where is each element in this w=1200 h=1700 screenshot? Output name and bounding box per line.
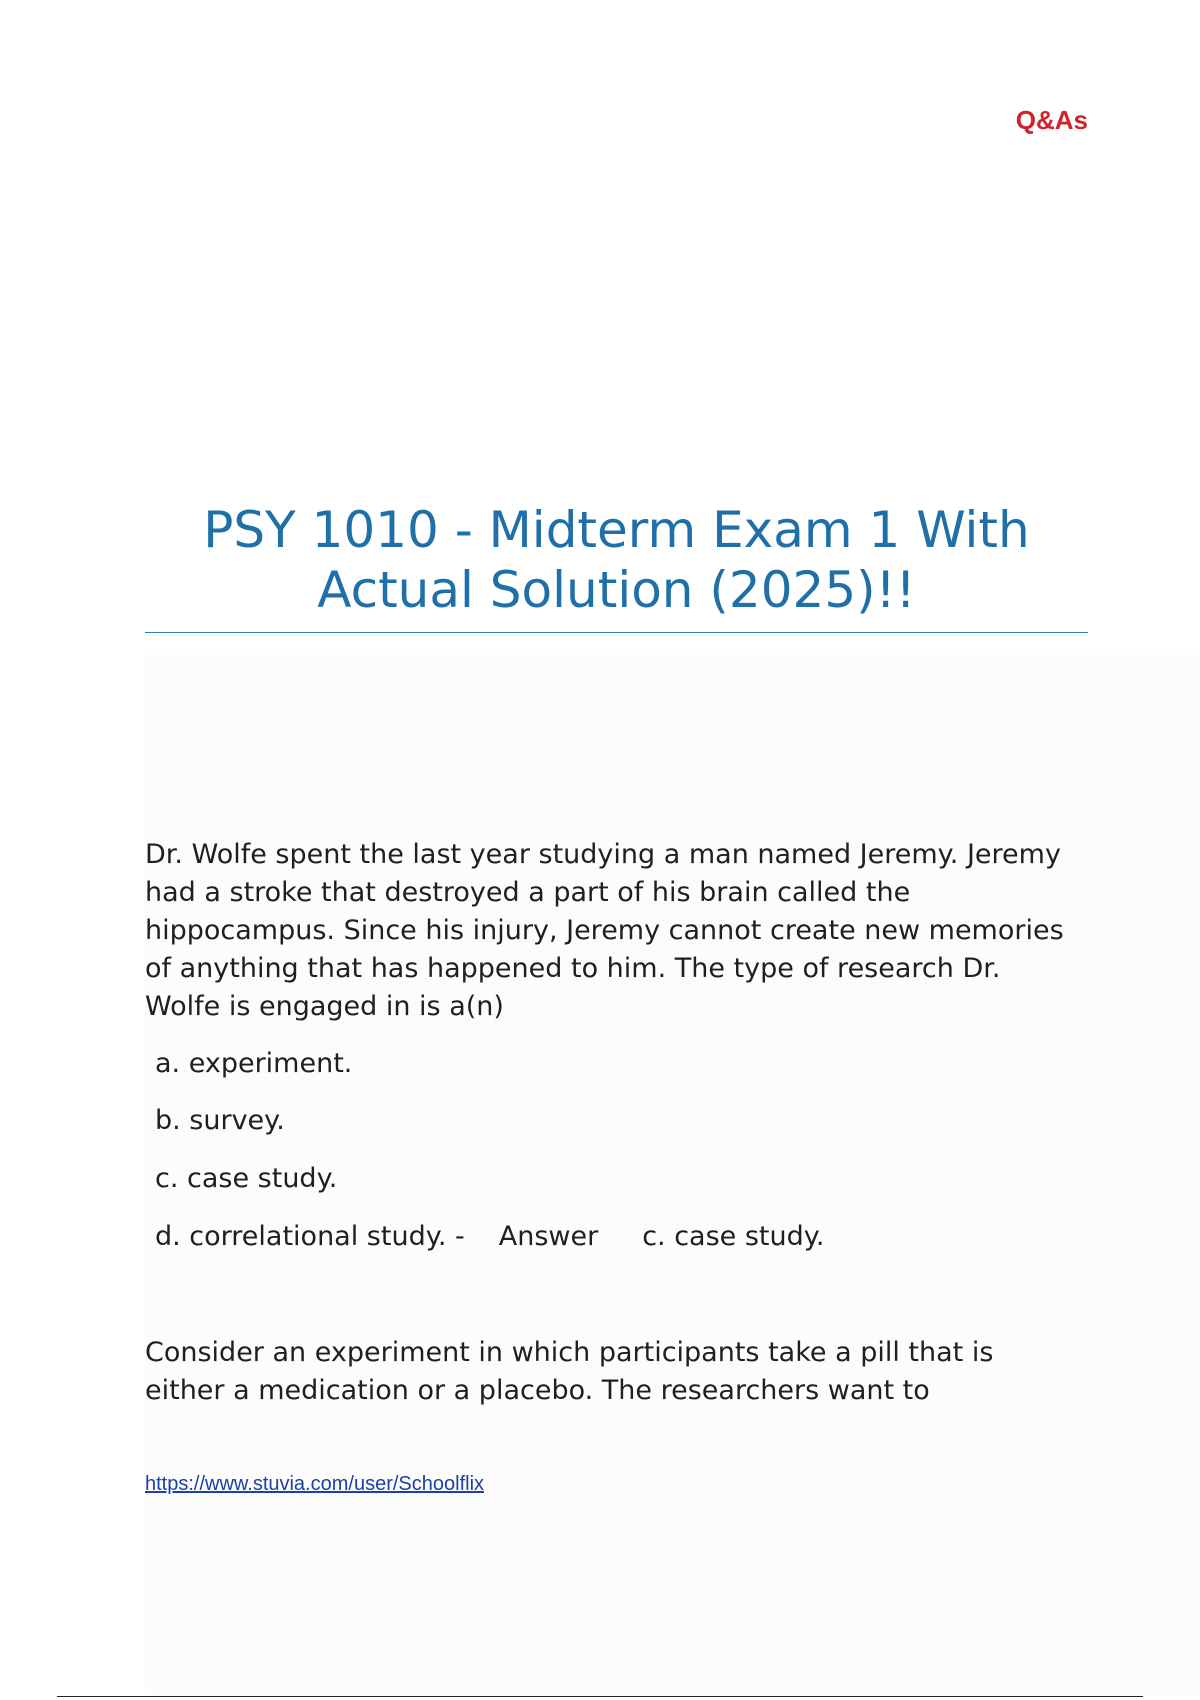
option-b-label: b. survey. bbox=[155, 1105, 285, 1136]
question-1-option-c bbox=[155, 1160, 337, 1198]
page-bottom-rule bbox=[57, 1696, 1143, 1697]
question-1-option-b bbox=[155, 1102, 285, 1140]
question-1-option-d bbox=[155, 1218, 824, 1256]
option-d-label: d. correlational study. - bbox=[155, 1221, 465, 1252]
option-c-label: c. case study. bbox=[155, 1163, 338, 1194]
title-divider bbox=[145, 632, 1088, 633]
option-a-label: a. experiment. bbox=[155, 1048, 353, 1079]
stuvia-profile-link[interactable]: https://www.stuvia.com/user/Schoolflix bbox=[145, 1473, 485, 1495]
question-2-text: Consider an experiment in which participants take a pill that is either a medication or a placebo. The researchers want to bbox=[145, 1337, 994, 1406]
question-1-option-a bbox=[155, 1045, 352, 1083]
document-title: PSY 1010 - Midterm Exam 1 With Actual Solution (2025)!! bbox=[203, 501, 1030, 619]
answer-value: c. case study. bbox=[642, 1221, 825, 1252]
question-1-text: Dr. Wolfe spent the last year studying a man named Jeremy. Jeremy had a stroke that destroyed a part of his brain called the hippocampus. Since his injury, Jeremy cannot create new memories of anything that has happened to him. The type of research Dr. Wolfe is engaged in is a(n) bbox=[145, 839, 1064, 1022]
qa-badge: Q&As bbox=[1015, 105, 1088, 135]
answer-label: Answer bbox=[498, 1221, 599, 1252]
